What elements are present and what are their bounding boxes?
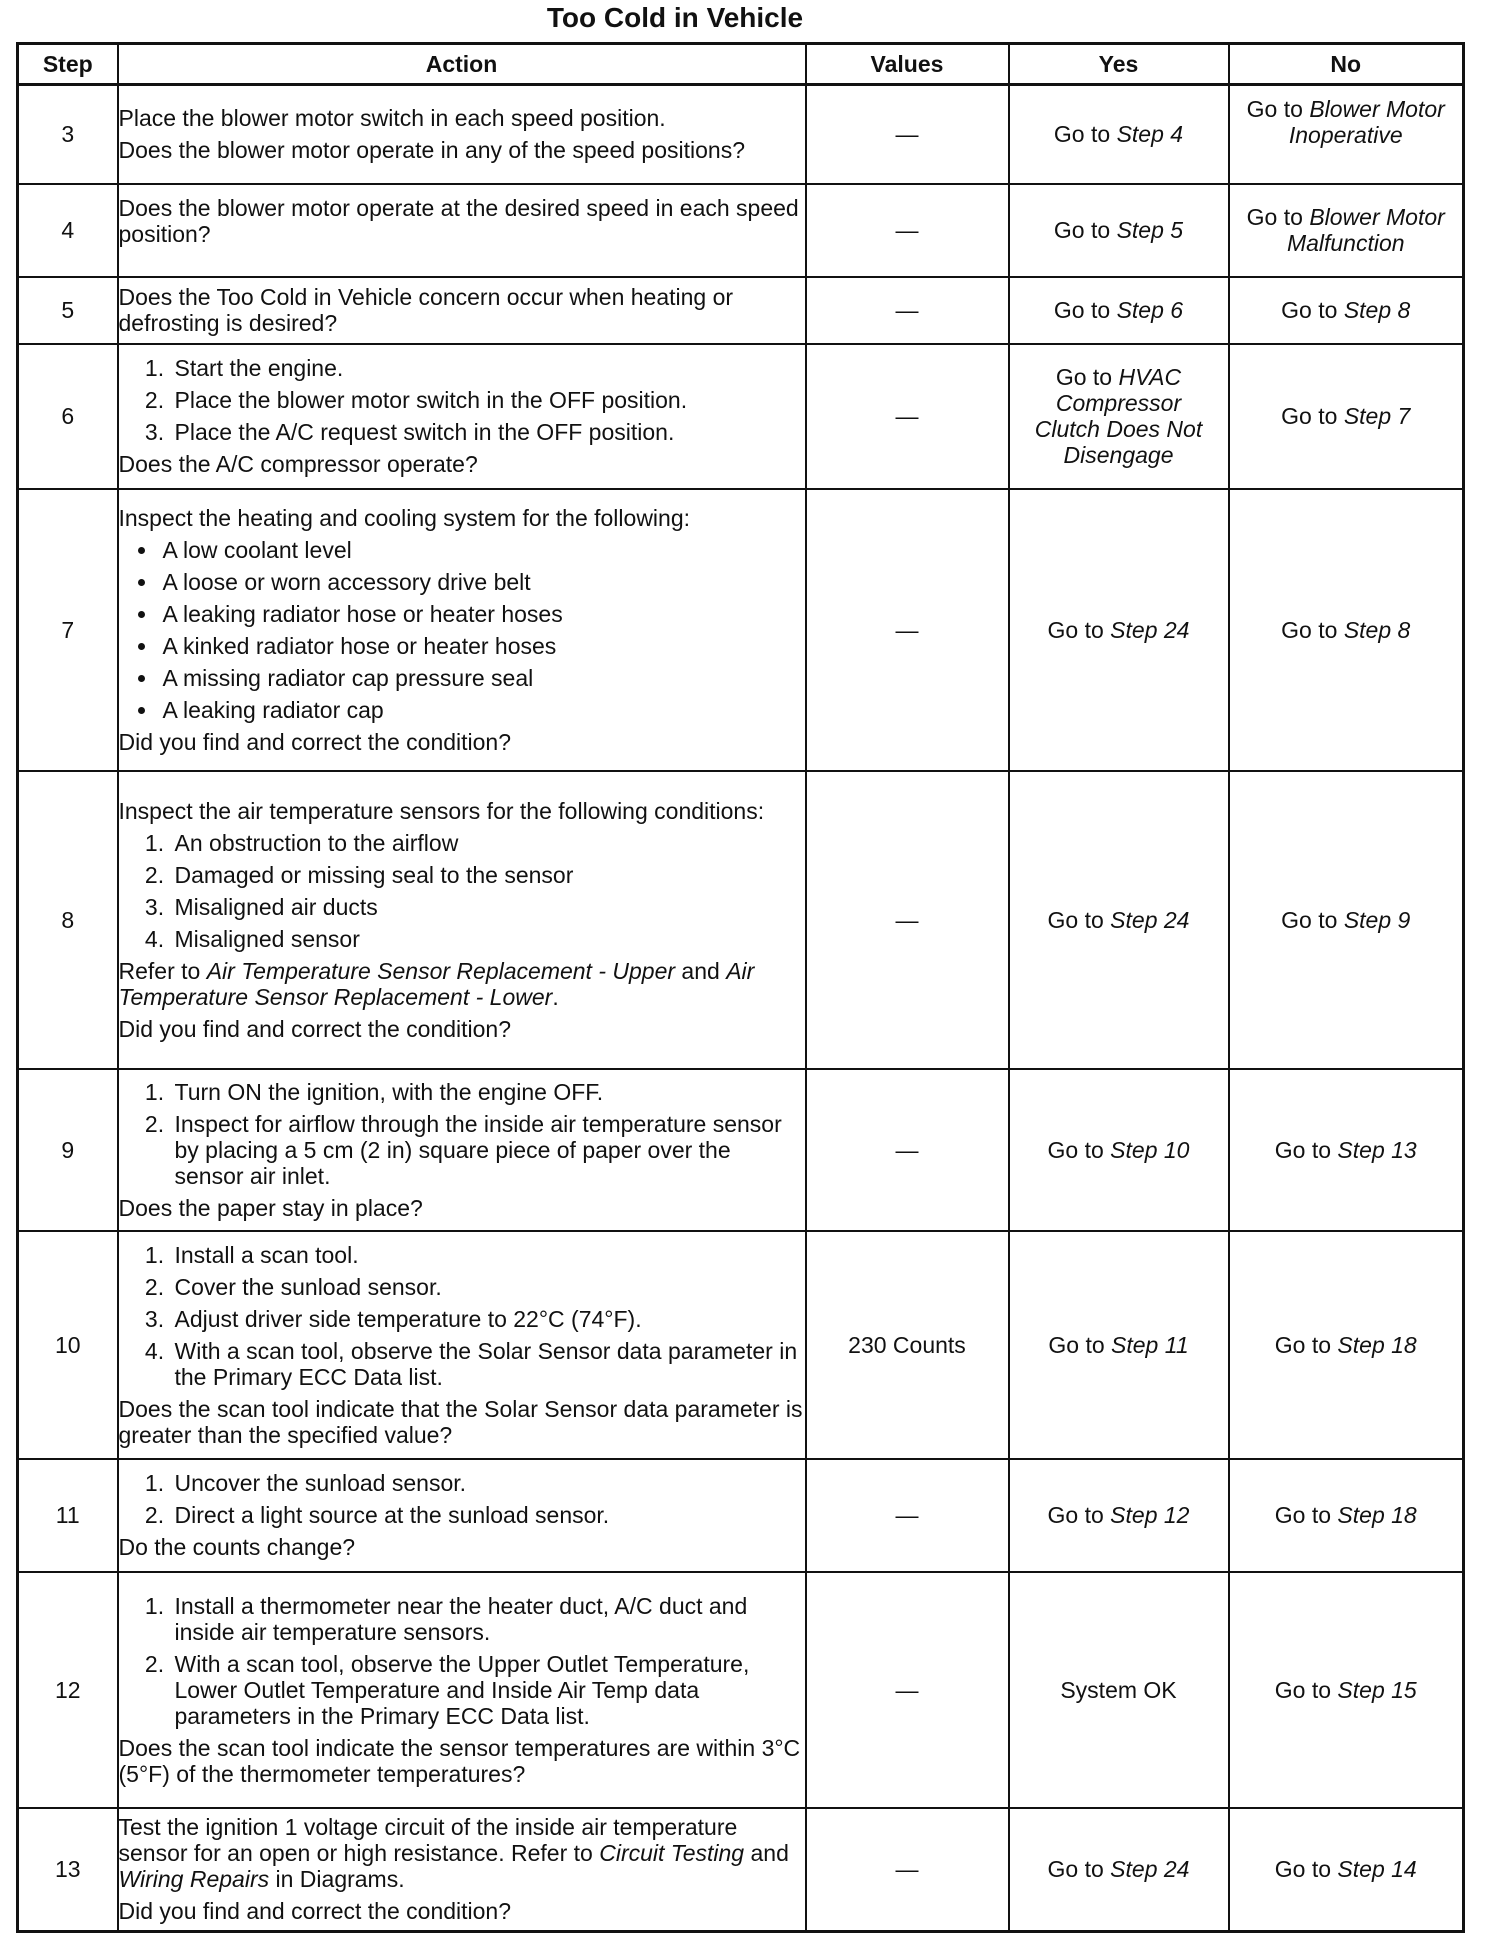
- no-link[interactable]: Blower Motor Malfunction: [1286, 204, 1445, 256]
- yes-prefix: Go to: [1055, 364, 1119, 390]
- no-prefix: Go to: [1281, 906, 1344, 933]
- yes-link[interactable]: HVAC Compressor Clutch Does Not Disengage: [1034, 364, 1203, 468]
- yes-link[interactable]: Step 4: [1116, 121, 1184, 148]
- yes-link[interactable]: Step 24: [1110, 1856, 1190, 1883]
- action-cell: [118, 1459, 806, 1572]
- no-cell: [1229, 344, 1464, 489]
- value-cell: 230 Counts: [806, 1231, 1009, 1459]
- procedure-step: 3. Adjust driver side temperature to 22°C (74°F).: [171, 1306, 805, 1332]
- no-prefix: Go to: [1281, 297, 1344, 323]
- procedure-step: 2. With a scan tool, observe the Upper Outlet Temperature, Lower Outlet Temperature and Inside Air Temp data parameters in the Primary ECC Data list.: [171, 1651, 805, 1729]
- checklist-item: • A loose or worn accessory drive belt: [159, 569, 805, 595]
- yes-prefix: Go to: [1053, 217, 1117, 243]
- yes-cell: [1009, 184, 1229, 277]
- yes-cell: [1009, 1069, 1229, 1231]
- no-link[interactable]: Step 18: [1337, 1502, 1417, 1528]
- checklist: [119, 537, 805, 723]
- yes-prefix: Go to: [1047, 906, 1111, 933]
- procedure-list: [119, 355, 805, 445]
- reference-prefix: Refer to: [118, 957, 207, 984]
- step-number: 13: [18, 1808, 118, 1932]
- yes-cell: [1009, 1572, 1229, 1808]
- step-number: 4: [18, 184, 118, 277]
- checklist-item: • A low coolant level: [159, 537, 805, 563]
- table-row: [18, 1459, 1464, 1572]
- reference-suffix: in Diagrams.: [269, 1866, 405, 1893]
- yes-cell: [1009, 771, 1229, 1069]
- no-prefix: Go to: [1281, 616, 1344, 643]
- yes-link[interactable]: Step 5: [1116, 217, 1184, 243]
- instruction-text: Inspect the heating and cooling system for the following:: [118, 504, 691, 531]
- procedure-step: 1. Start the engine.: [171, 355, 805, 381]
- action-cell: [118, 771, 806, 1069]
- procedure-list: [119, 830, 805, 952]
- checklist-item: • A kinked radiator hose or heater hoses: [159, 633, 805, 659]
- yes-link[interactable]: Step 10: [1110, 1136, 1190, 1163]
- question-text: Does the paper stay in place?: [118, 1194, 423, 1221]
- no-link[interactable]: Step 18: [1337, 1331, 1417, 1358]
- question-text: Do the counts change?: [118, 1534, 356, 1560]
- yes-cell: [1009, 1808, 1229, 1932]
- procedure-step: 2. Damaged or missing seal to the sensor: [171, 862, 805, 888]
- no-cell: [1229, 1808, 1464, 1932]
- procedure-list: [119, 1079, 805, 1189]
- no-cell: [1229, 489, 1464, 771]
- page-title: Too Cold in Vehicle: [546, 2, 804, 33]
- yes-result: System OK: [1060, 1676, 1177, 1703]
- table-row: [18, 344, 1464, 489]
- no-link[interactable]: Step 15: [1337, 1676, 1417, 1703]
- procedure-step: 2. Inspect for airflow through the inside air temperature sensor by placing a 5 cm (2 in) square piece of paper over the sensor air inlet.: [171, 1111, 805, 1189]
- checklist-item: • A missing radiator cap pressure seal: [159, 665, 805, 691]
- value-cell: —: [806, 1069, 1009, 1231]
- question-text: Did you find and correct the condition?: [118, 728, 512, 755]
- step-number: 11: [18, 1459, 118, 1572]
- question-text: Does the blower motor operate at the desired speed in each speed position?: [118, 194, 799, 247]
- no-cell: [1229, 1572, 1464, 1808]
- step-number: 8: [18, 771, 118, 1069]
- no-link[interactable]: Step 8: [1343, 616, 1411, 643]
- no-prefix: Go to: [1246, 96, 1310, 122]
- instruction-text: Place the blower motor switch in each speed position.: [118, 105, 666, 132]
- question-text: Does the A/C compressor operate?: [118, 451, 478, 477]
- value-cell: —: [806, 1572, 1009, 1808]
- action-cell: [118, 1069, 806, 1231]
- yes-link[interactable]: Step 12: [1110, 1502, 1190, 1528]
- no-link[interactable]: Step 8: [1343, 297, 1411, 323]
- no-cell: [1229, 771, 1464, 1069]
- table-row: [18, 1572, 1464, 1808]
- no-cell: [1229, 1459, 1464, 1572]
- action-cell: [118, 489, 806, 771]
- column-header-step: Step: [18, 44, 118, 85]
- action-cell: [118, 85, 806, 184]
- action-cell: [118, 344, 806, 489]
- value-cell: —: [806, 1808, 1009, 1932]
- no-link[interactable]: Step 13: [1337, 1136, 1417, 1163]
- no-prefix: Go to: [1274, 1676, 1338, 1703]
- procedure-list: [119, 1593, 805, 1729]
- reference-suffix: .: [552, 983, 559, 1010]
- no-cell: [1229, 1069, 1464, 1231]
- reference-link[interactable]: Air Temperature Sensor Replacement - Lower: [118, 957, 755, 1010]
- action-cell: [118, 1231, 806, 1459]
- action-cell: [118, 184, 806, 277]
- table-row: [18, 184, 1464, 277]
- reference-link[interactable]: Wiring Repairs: [118, 1866, 270, 1893]
- column-header-action: Action: [118, 44, 806, 85]
- step-number: 6: [18, 344, 118, 489]
- procedure-step: 2. Cover the sunload sensor.: [171, 1274, 805, 1300]
- no-prefix: Go to: [1274, 1136, 1338, 1163]
- action-cell: [118, 1572, 806, 1808]
- instruction-text: Inspect the air temperature sensors for the following conditions:: [118, 797, 765, 824]
- step-number: 12: [18, 1572, 118, 1808]
- value-cell: —: [806, 184, 1009, 277]
- column-header-yes: Yes: [1009, 44, 1229, 85]
- instruction-prefix: Test the ignition 1 voltage circuit of the inside air temperature sensor for an open or high resistance. Refer to: [118, 1814, 738, 1867]
- procedure-step: 3. Place the A/C request switch in the OFF position.: [171, 419, 805, 445]
- reference-joiner: and: [675, 957, 727, 984]
- table-header-row: [18, 44, 1464, 85]
- instruction-text: [119, 1814, 805, 1892]
- checklist-item: • A leaking radiator hose or heater hoses: [159, 601, 805, 627]
- step-number: 7: [18, 489, 118, 771]
- procedure-step: 3. Misaligned air ducts: [171, 894, 805, 920]
- column-header-no: No: [1229, 44, 1464, 85]
- table-row: [18, 85, 1464, 184]
- value-cell: —: [806, 277, 1009, 344]
- table-row: [18, 489, 1464, 771]
- question-text: Does the scan tool indicate the sensor temperatures are within 3°C (5°F) of the thermometer temperatures?: [118, 1734, 801, 1787]
- step-number: 10: [18, 1231, 118, 1459]
- no-link[interactable]: Step 7: [1343, 403, 1411, 429]
- no-prefix: Go to: [1274, 1856, 1338, 1883]
- table-row: [18, 1231, 1464, 1459]
- procedure-step: 1. Install a thermometer near the heater duct, A/C duct and inside air temperature sensors.: [171, 1593, 805, 1645]
- yes-prefix: Go to: [1048, 1331, 1112, 1358]
- no-prefix: Go to: [1274, 1331, 1338, 1358]
- procedure-step: 4. Misaligned sensor: [171, 926, 805, 952]
- action-cell: [118, 277, 806, 344]
- reference-text: [119, 958, 805, 1010]
- yes-cell: [1009, 489, 1229, 771]
- table-row: [18, 1808, 1464, 1932]
- yes-prefix: Go to: [1047, 1136, 1111, 1163]
- no-link[interactable]: Step 14: [1337, 1856, 1417, 1883]
- question-text: Does the Too Cold in Vehicle concern occur when heating or defrosting is desired?: [118, 284, 734, 336]
- no-cell: [1229, 85, 1464, 184]
- no-link[interactable]: Step 9: [1343, 906, 1411, 933]
- no-prefix: Go to: [1281, 403, 1344, 429]
- no-cell: [1229, 277, 1464, 344]
- procedure-step: 2. Direct a light source at the sunload sensor.: [171, 1502, 805, 1528]
- no-prefix: Go to: [1274, 1502, 1338, 1528]
- action-cell: [118, 1808, 806, 1932]
- procedure-step: 1. Uncover the sunload sensor.: [171, 1470, 805, 1496]
- procedure-step: 1. Install a scan tool.: [171, 1242, 805, 1268]
- step-number: 9: [18, 1069, 118, 1231]
- yes-cell: [1009, 1231, 1229, 1459]
- step-number: 5: [18, 277, 118, 344]
- question-text: Did you find and correct the condition?: [118, 1015, 512, 1042]
- value-cell: —: [806, 489, 1009, 771]
- yes-cell: [1009, 277, 1229, 344]
- no-cell: [1229, 1231, 1464, 1459]
- procedure-step: 4. With a scan tool, observe the Solar Sensor data parameter in the Primary ECC Data list.: [171, 1338, 805, 1390]
- yes-cell: [1009, 344, 1229, 489]
- step-number: 3: [18, 85, 118, 184]
- procedure-list: [119, 1470, 805, 1528]
- value-cell: —: [806, 344, 1009, 489]
- question-text: Does the blower motor operate in any of the speed positions?: [118, 137, 745, 164]
- procedure-step: 1. Turn ON the ignition, with the engine OFF.: [171, 1079, 805, 1105]
- reference-link[interactable]: Circuit Testing: [599, 1840, 745, 1867]
- yes-prefix: Go to: [1047, 1856, 1111, 1883]
- procedure-step: 2. Place the blower motor switch in the OFF position.: [171, 387, 805, 413]
- procedure-step: 1. An obstruction to the airflow: [171, 830, 805, 856]
- value-cell: —: [806, 1459, 1009, 1572]
- no-link[interactable]: Blower Motor Inoperative: [1288, 96, 1445, 148]
- checklist-item: • A leaking radiator cap: [159, 697, 805, 723]
- no-cell: [1229, 184, 1464, 277]
- yes-prefix: Go to: [1053, 297, 1117, 323]
- no-prefix: Go to: [1246, 204, 1310, 230]
- reference-link[interactable]: Air Temperature Sensor Replacement - Upper: [206, 957, 676, 984]
- yes-cell: [1009, 85, 1229, 184]
- yes-prefix: Go to: [1047, 1502, 1111, 1528]
- table-row: [18, 277, 1464, 344]
- table-row: [18, 771, 1464, 1069]
- yes-prefix: Go to: [1047, 616, 1111, 643]
- procedure-list: [119, 1242, 805, 1390]
- value-cell: —: [806, 771, 1009, 1069]
- reference-joiner: and: [744, 1840, 789, 1867]
- value-cell: —: [806, 85, 1009, 184]
- table-row: [18, 1069, 1464, 1231]
- yes-cell: [1009, 1459, 1229, 1572]
- yes-link[interactable]: Step 6: [1116, 297, 1184, 323]
- question-text: Did you find and correct the condition?: [118, 1898, 512, 1925]
- yes-link[interactable]: Step 24: [1110, 906, 1190, 933]
- yes-link[interactable]: Step 24: [1110, 616, 1190, 643]
- question-text: Does the scan tool indicate that the Solar Sensor data parameter is greater than the specified value?: [118, 1395, 803, 1448]
- diagnostic-table: [16, 42, 1465, 1933]
- yes-link[interactable]: Step 11: [1111, 1331, 1189, 1358]
- column-header-values: Values: [806, 44, 1009, 85]
- yes-prefix: Go to: [1053, 121, 1117, 148]
